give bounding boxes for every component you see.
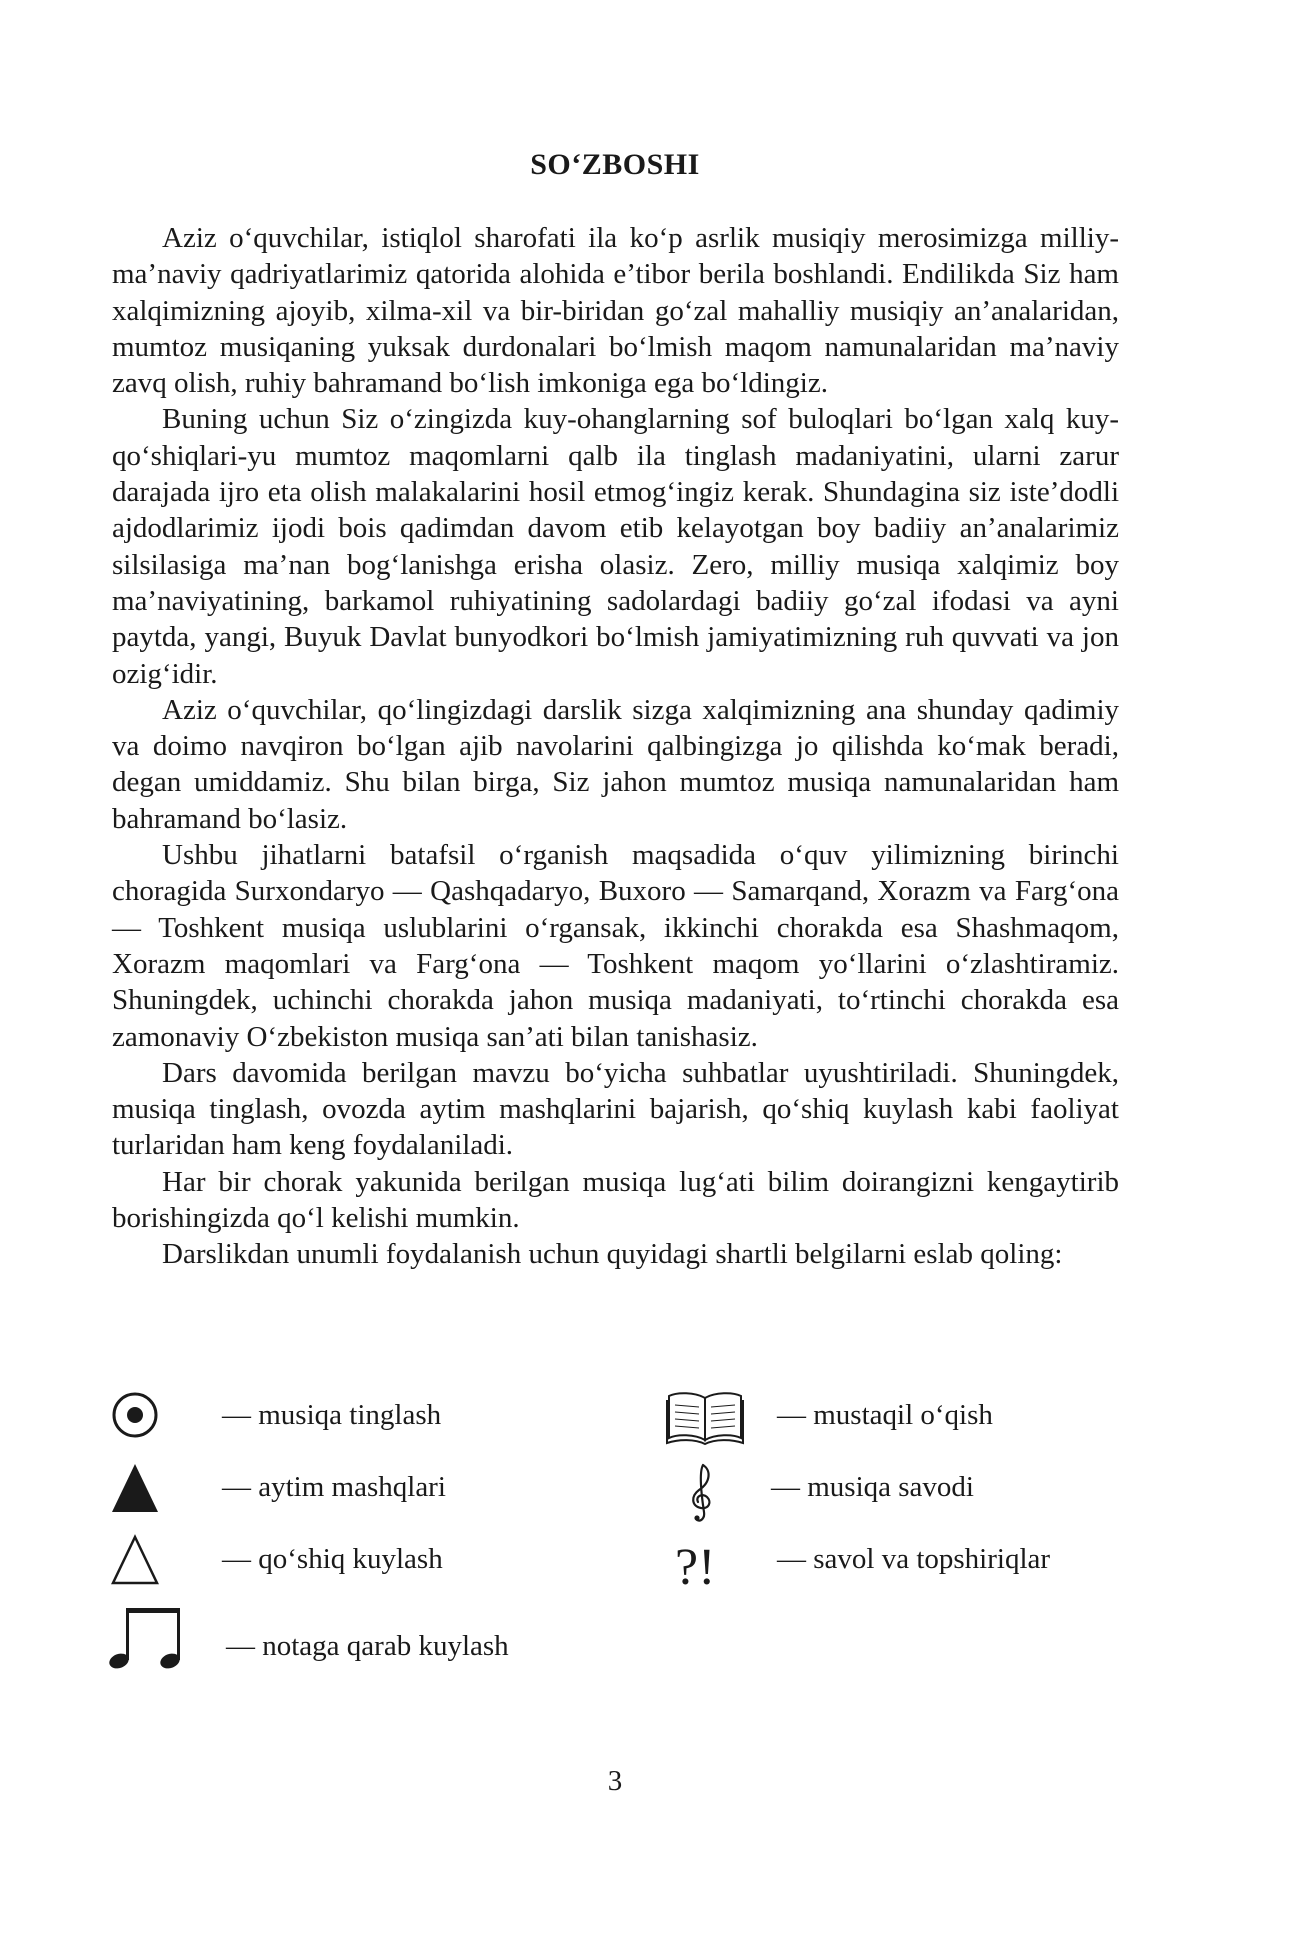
paragraph: Ushbu jihatlarni batafsil o‘rganish maqsadida o‘quv yilimizning birinchi choragida Surxondaryo — Qashqadaryo, Buxoro — Samarqand, Xorazm va Farg‘ona — Toshkent musiqa uslublarini o‘rgansak, ikkinchi chorakda esa Shashmaqom, Xorazm maqomlari va Farg‘ona — Toshkent maqom yo‘llarini o‘zlashtiramiz. Shuningdek, uchinchi chorakda jahon musiqa madaniyati, to‘rtinchi chorakda esa zamonaviy O‘zbekiston musiqa san’ati bilan tanishasiz. xyxy=(112,839,1119,1053)
svg-text:?!: ?! xyxy=(675,1539,716,1594)
circled-dot-icon xyxy=(110,1390,160,1440)
legend-item-independent-reading xyxy=(665,1390,1135,1450)
symbol-legend xyxy=(0,1390,1300,1690)
body-text xyxy=(112,220,1119,1273)
outline-triangle-icon xyxy=(110,1534,160,1586)
beamed-notes-icon xyxy=(108,1606,188,1672)
paragraph: Aziz o‘quvchilar, istiqlol sharofati ila ko‘p asrlik musiqiy merosimizga milliy-ma’naviy qadriyatlarimiz qatorida alohida e’tibor berila boshlandi. Endilikda Siz ham xalqimizning ajoyib, xilma-xil va bir-biridan go‘zal mahalliy musiqiy an’analaridan, mumtoz musiqaning yuksak durdonalari bo‘lmish maqom namunalaridan ma’naviy zavq olish, ruhiy bahramand bo‘lish imkoniga ega bo‘ldingiz. xyxy=(112,222,1119,400)
paragraph: Aziz o‘quvchilar, qo‘lingizdagi darslik sizga xalqimizning ana shunday qadimiy va doimo navqiron bo‘lgan ajib navolarini qalbingizga jo qilishda ko‘mak beradi, degan umiddamiz. Shu bilan birga, Siz jahon mumtoz musiqa namunalaridan ham bahramand bo‘lasiz. xyxy=(112,693,1119,835)
legend-item-listening xyxy=(110,1390,560,1450)
legend-label: — savol va topshiriqlar xyxy=(777,1543,1051,1575)
legend-label: — musiqa tinglash xyxy=(222,1399,442,1431)
page-number: 3 xyxy=(607,1765,623,1797)
legend-label: — aytim mashqlari xyxy=(222,1471,446,1503)
legend-item-singing xyxy=(110,1534,560,1594)
legend-label: — notaga qarab kuylash xyxy=(226,1630,509,1662)
paragraph: Dars davomida berilgan mavzu bo‘yicha suhbatlar uyushtiriladi. Shuningdek, musiqa tinglash, ovozda aytim mashqlarini bajarish, qo‘shiq kuylash kabi faoliyat turlaridan ham keng foydalaniladi. xyxy=(112,1056,1119,1162)
legend-item-questions-tasks xyxy=(665,1534,1135,1594)
legend-item-music-literacy xyxy=(665,1462,1135,1522)
question-exclamation-icon xyxy=(665,1534,745,1594)
page-title: SO‘ZBOSHI xyxy=(530,148,700,181)
paragraph: Buning uchun Siz o‘zingizda kuy-ohanglarning sof buloqlari bo‘lgan xalq kuy-qo‘shiqlari-yu mumtoz maqomlarni qalb ila tinglash madaniyatini, ularni zarur darajada ijro eta olish malakalarini hosil etmog‘ingiz kerak. Shundagina siz iste’dodli ajdodlarimiz ijodi bois qadimdan davom etib kelayotgan boy badiiy an’analarimiz silsilasiga ma’nan bog‘lanishga erisha olasiz. Zero, milliy musiqa xalqimiz boy ma’naviyatining, barkamol ruhiyatining sadolardagi badiiy go‘zal ifodasi va ayni paytda, yangi, Buyuk Davlat bunyodkori bo‘lmish jamiyatimizning ruh quvvati va jon ozig‘idir. xyxy=(112,403,1119,690)
legend-label: — qo‘shiq kuylash xyxy=(222,1543,443,1575)
filled-triangle-icon xyxy=(110,1462,160,1514)
open-book-icon xyxy=(665,1390,745,1446)
legend-label: — musiqa savodi xyxy=(771,1471,974,1503)
legend-item-sight-singing xyxy=(108,1606,578,1666)
paragraph: Darslikdan unumli foydalanish uchun quyidagi shartli belgilarni eslab qoling: xyxy=(162,1238,1063,1271)
legend-item-vocal-exercises xyxy=(110,1462,560,1522)
legend-label: — mustaqil o‘qish xyxy=(777,1399,993,1431)
treble-clef-icon xyxy=(665,1462,745,1524)
paragraph: Har bir chorak yakunida berilgan musiqa lug‘ati bilim doirangizni kengaytirib borishingizda qo‘l kelishi mumkin. xyxy=(112,1165,1119,1235)
